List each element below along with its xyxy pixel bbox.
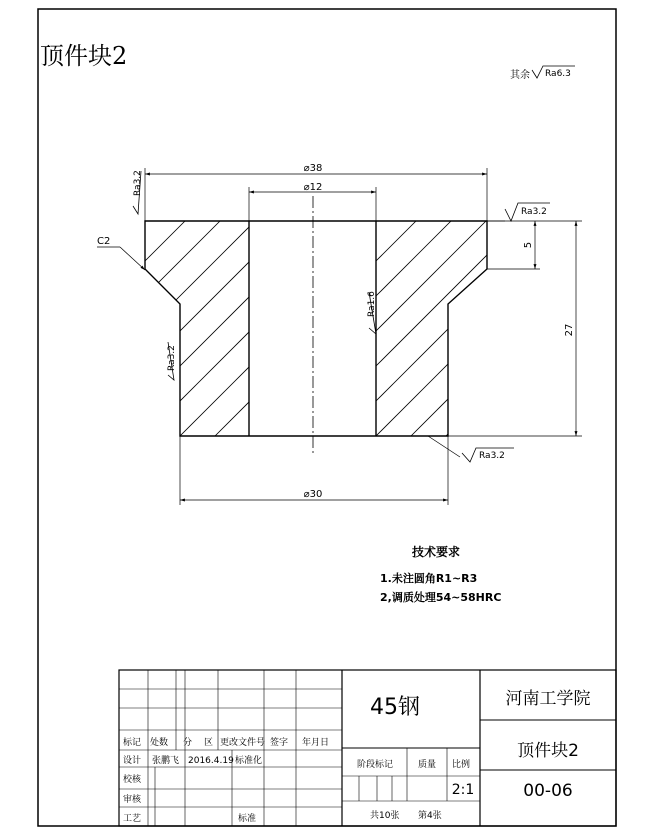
tb-weight-label: 质量 [418, 760, 437, 770]
tech-req-item-2: 2,调质处理54~58HRC [380, 591, 502, 604]
tb-approve-label: 标准 [238, 814, 257, 824]
tb-header-count: 处数 [150, 738, 169, 748]
roughness-top-left-value: Ra3.2 [133, 170, 143, 196]
tb-header-date: 年月日 [302, 738, 330, 748]
part-outline [145, 221, 487, 436]
roughness-left-side [167, 342, 177, 380]
roughness-bottom [428, 436, 514, 462]
tb-scale-label: 比例 [452, 760, 471, 770]
tb-review-label: 审核 [123, 795, 142, 805]
dim-height-label: 27 [564, 323, 575, 337]
tb-process-label: 工艺 [123, 814, 142, 824]
tb-scale: 2:1 [451, 782, 475, 798]
part-section [145, 196, 496, 466]
dim-bore-label: ⌀12 [303, 182, 323, 193]
part-title: 顶件块2 [40, 42, 128, 70]
dimension-bottom [180, 436, 448, 505]
dim-bottom-label: ⌀30 [303, 489, 323, 500]
tb-sheet-no: 第4张 [418, 811, 442, 821]
tb-header-change-doc: 更改文件号 [220, 738, 266, 748]
tb-header-part: 分 [183, 738, 193, 748]
hatch-left [145, 211, 265, 466]
hatch-right [376, 211, 496, 466]
tb-header-signature: 签字 [270, 738, 289, 748]
tb-header-marker: 标记 [123, 738, 142, 748]
dimension-flange-height [487, 221, 540, 269]
roughness-top-left [133, 170, 143, 214]
tb-design-label: 设计 [123, 756, 142, 766]
default-roughness [510, 66, 575, 81]
dim-flange-label: 5 [523, 241, 534, 249]
title-block-text [123, 689, 591, 824]
default-roughness-value: Ra6.3 [545, 69, 571, 79]
roughness-left-side-value: Ra3.2 [167, 345, 177, 371]
roughness-top-right-value: Ra3.2 [521, 207, 547, 217]
tb-drawing-no: 00-06 [523, 781, 573, 801]
tb-part-name: 顶件块2 [517, 741, 579, 761]
tb-check-label: 校核 [123, 775, 142, 785]
tb-designer: 张鹏飞 [152, 756, 180, 766]
roughness-bore-value: Ra1.6 [367, 291, 377, 317]
roughness-top-right [487, 203, 550, 221]
dim-chamfer-label: C2 [97, 236, 111, 247]
tb-school: 河南工学院 [505, 689, 591, 709]
tb-design-date: 2016.4.19 [188, 756, 234, 766]
tb-header-zone: 区 [204, 738, 214, 748]
dimension-bore [249, 182, 376, 221]
dimension-chamfer [97, 236, 145, 270]
tb-material: 45钢 [370, 695, 420, 720]
technical-requirements [380, 544, 501, 604]
dim-outer-top-label: ⌀38 [303, 163, 323, 174]
roughness-bottom-value: Ra3.2 [479, 451, 505, 461]
dimension-height-total [448, 221, 582, 436]
tb-stage-label: 阶段标记 [357, 760, 394, 770]
default-roughness-prefix: 其余 [510, 70, 530, 81]
tech-req-item-1: 1.未注圆角R1~R3 [380, 572, 478, 585]
tb-sheets-total: 共10张 [370, 811, 400, 821]
tb-standardize-label: 标准化 [235, 756, 263, 766]
tech-req-heading: 技术要求 [412, 545, 461, 559]
